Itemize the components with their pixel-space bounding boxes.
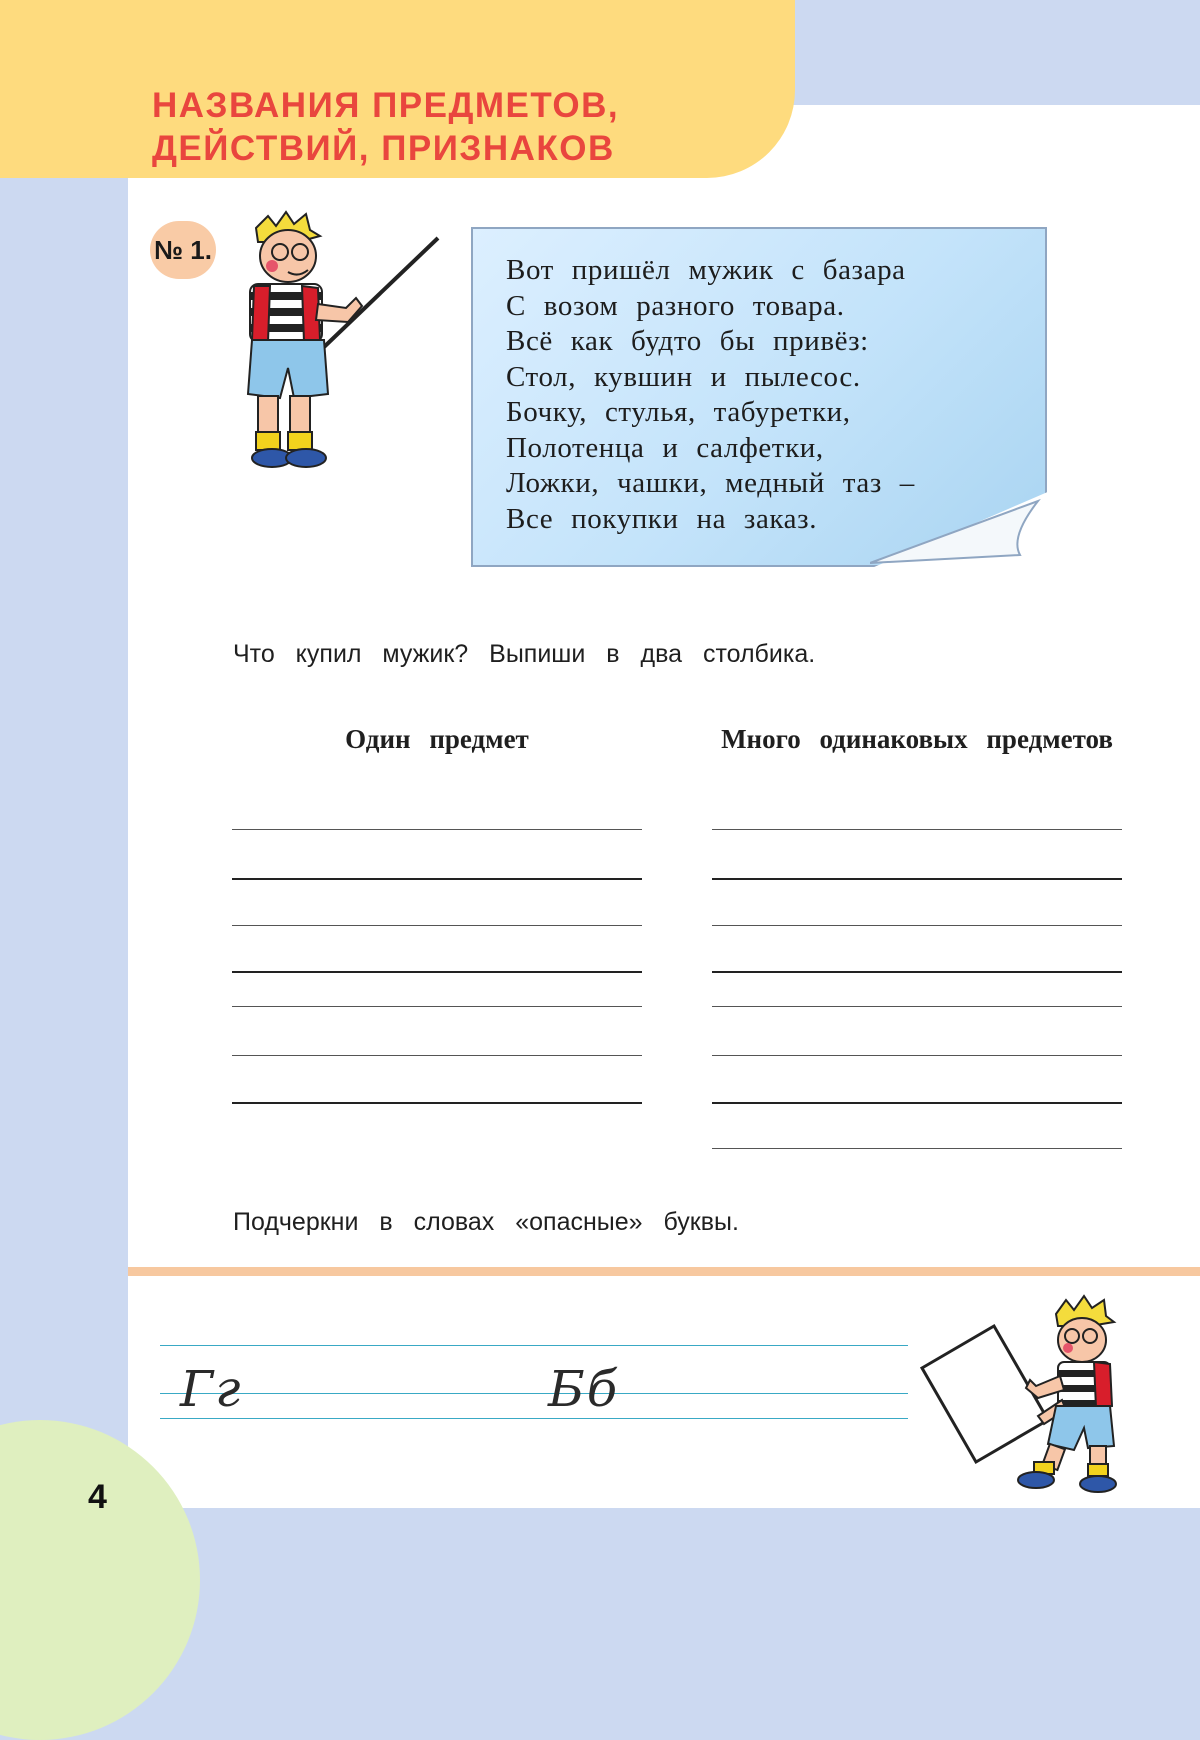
writing-line[interactable] [712,829,1122,830]
poem-line: Бочку, стулья, табуретки, [506,396,851,428]
cursive-letters-b: Бб [548,1360,620,1418]
writing-line[interactable] [712,1102,1122,1104]
writing-line[interactable] [232,878,642,880]
writing-line[interactable] [232,829,642,830]
task-instruction: Подчеркни в словах «опасные» буквы. [233,1208,739,1236]
section-divider [128,1267,1200,1276]
cursive-letters-g: Гг [180,1360,243,1418]
poem-line: Вот пришёл мужик с базара [506,254,906,286]
background-panel-left [0,175,128,1475]
writing-line[interactable] [712,878,1122,880]
ruling-line [160,1345,908,1346]
page-number: 4 [88,1478,107,1516]
writing-line[interactable] [232,925,642,926]
boy-with-pointer-illustration [228,208,450,480]
poem-line: С возом разного товара. [506,289,845,322]
task-number-badge: № 1. [150,221,216,279]
writing-line[interactable] [712,1006,1122,1007]
writing-line[interactable] [712,1148,1122,1149]
column-header-one-item: Один предмет [345,724,529,754]
writing-line[interactable] [712,971,1122,973]
writing-line[interactable] [232,1006,642,1007]
poem-line: Ложки, чашки, медный таз – [506,467,915,499]
poem-line: Все покупки на заказ. [506,502,818,535]
writing-line[interactable] [712,1055,1122,1056]
writing-line[interactable] [232,1102,642,1104]
column-header-many-items: Много одинаковых предметов [721,724,1113,754]
background-panel-top [790,0,1200,105]
page-title: НАЗВАНИЯ ПРЕДМЕТОВ, ДЕЙСТВИЙ, ПРИЗНАКОВ [152,86,620,168]
ruling-line [160,1418,908,1419]
poem-line: Стол, кувшин и пылесос. [506,360,861,393]
writing-line[interactable] [232,1055,642,1056]
task-question: Что купил мужик? Выпиши в два столбика. [233,640,816,668]
ruling-line [160,1393,908,1394]
writing-line[interactable] [712,925,1122,926]
writing-line[interactable] [232,971,642,973]
poem-line: Полотенца и салфетки, [506,431,824,464]
poem-line: Всё как будто бы привёз: [506,325,869,357]
poem-text [506,253,915,537]
boy-carrying-frame-illustration [918,1290,1146,1496]
